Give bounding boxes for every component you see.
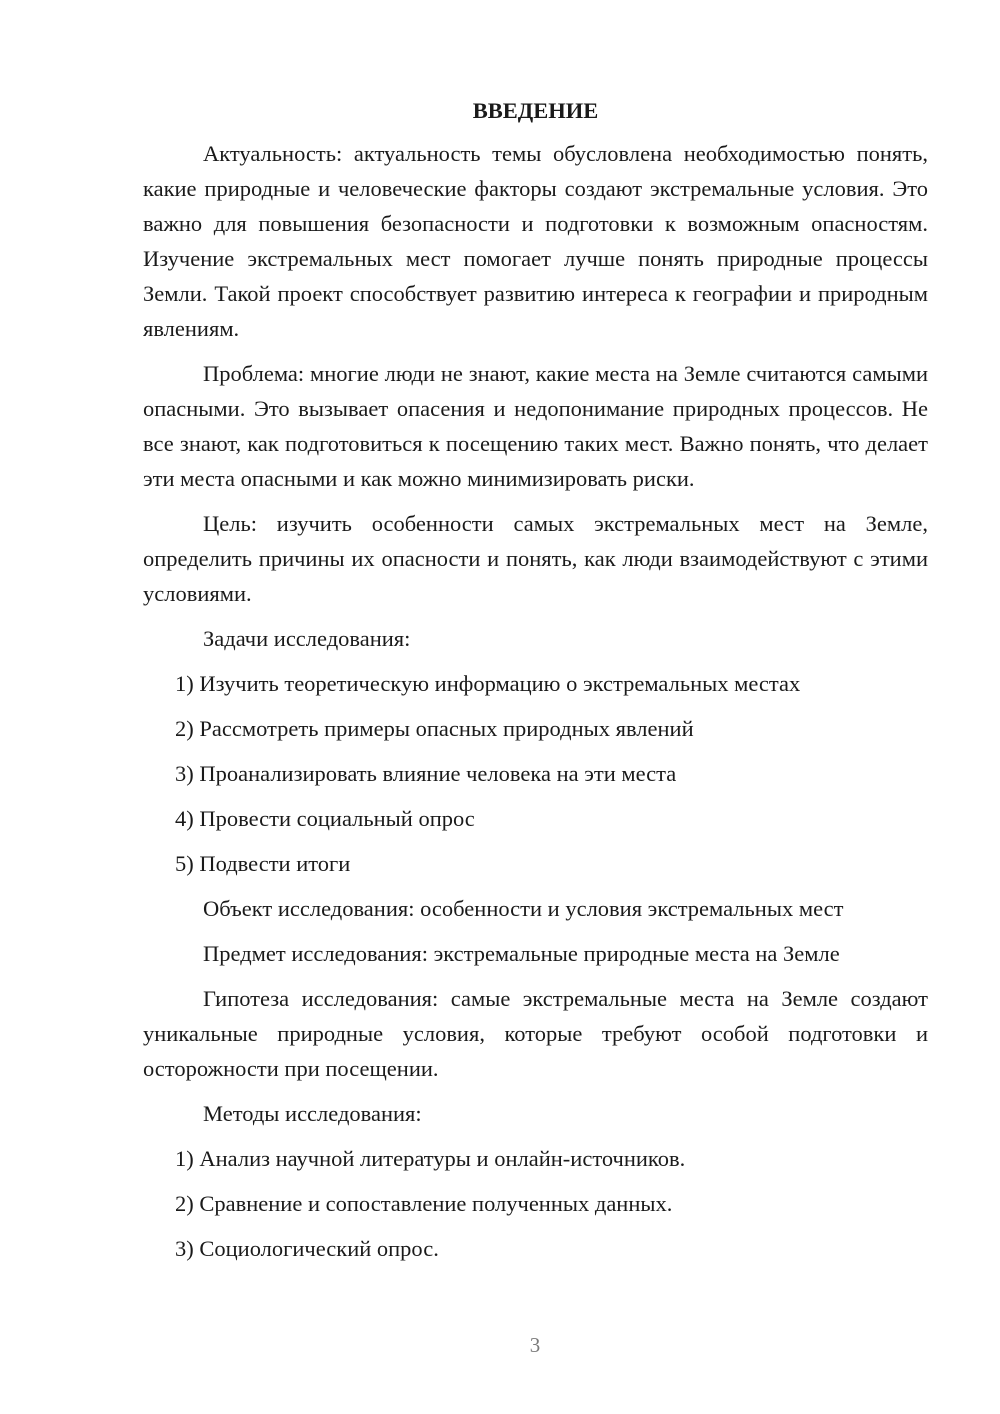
list-item: 3) Проанализировать влияние человека на эти места <box>175 761 677 786</box>
list-item: 5) Подвести итоги <box>175 851 351 876</box>
list-item: 1) Анализ научной литературы и онлайн-источников. <box>175 1146 686 1171</box>
list-item: 2) Рассмотреть примеры опасных природных явлений <box>175 716 694 741</box>
tasks-heading: Задачи исследования: <box>203 626 411 651</box>
methods-heading: Методы исследования: <box>203 1101 422 1126</box>
paragraph-goal: Цель: изучить особенности самых экстремальных мест на Земле, определить причины их опасности и понять, как люди взаимодействуют с этими условиями. <box>143 511 928 606</box>
paragraph-object: Объект исследования: особенности и условия экстремальных мест <box>203 896 844 921</box>
section-title: ВВЕДЕНИЕ <box>472 98 599 123</box>
paragraph-subject: Предмет исследования: экстремальные природные места на Земле <box>203 941 840 966</box>
methods-list <box>143 1141 928 1266</box>
list-item: 2) Сравнение и сопоставление полученных данных. <box>175 1191 673 1216</box>
list-item: 1) Изучить теоретическую информацию о экстремальных местах <box>175 671 801 696</box>
paragraph-relevance: Актуальность: актуальность темы обусловлена необходимостью понять, какие природные и человеческие факторы создают экстремальные условия. Это важно для повышения безопасности и подготовки к возможным опасностям. Изучение экстремальных мест помогает лучше понять природные процессы Земли. Такой проект способствует развитию интереса к географии и природным явлениям. <box>143 141 928 341</box>
paragraph-problem: Проблема: многие люди не знают, какие места на Земле считаются самыми опасными. Это вызывает опасения и недопонимание природных процессов. Не все знают, как подготовиться к посещению таких мест. Важно понять, что делает эти места опасными и как можно минимизировать риски. <box>143 361 928 491</box>
tasks-list <box>143 666 928 881</box>
list-item: 4) Провести социальный опрос <box>175 806 475 831</box>
document-page <box>143 96 928 1276</box>
paragraph-hypothesis: Гипотеза исследования: самые экстремальные места на Земле создают уникальные природные условия, которые требуют особой подготовки и осторожности при посещении. <box>143 986 928 1081</box>
list-item: 3) Социологический опрос. <box>175 1236 439 1261</box>
page-number: 3 <box>529 1333 541 1357</box>
